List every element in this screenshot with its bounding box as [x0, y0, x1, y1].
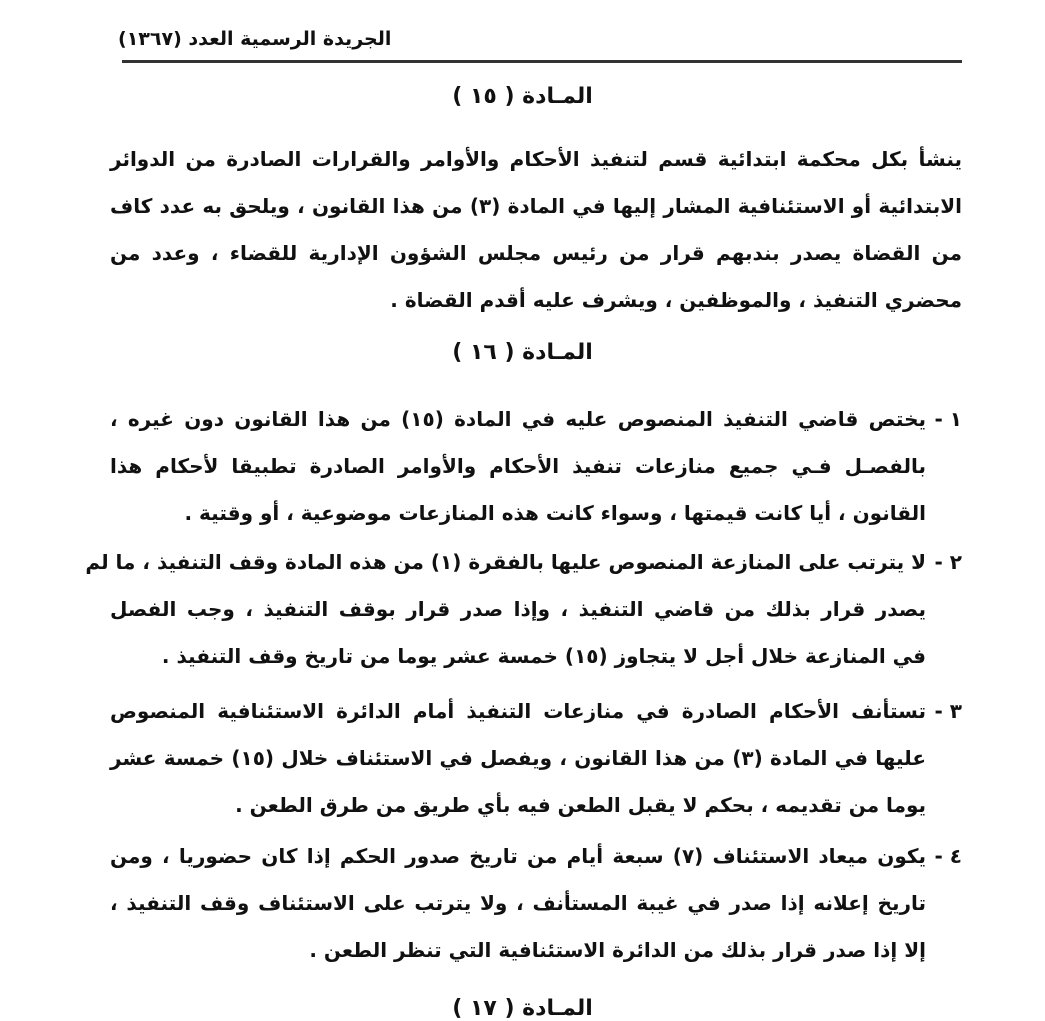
- text-line: يوما من تقديمه ، بحكم لا يقبل الطعن فيه بأي طريق من طرق الطعن .: [235, 793, 926, 817]
- text-line: تستأنف الأحكام الصادرة في منازعات التنفيذ أمام الدائرة الاستئنافية المنصوص: [110, 699, 926, 723]
- item-number: ٣ -: [934, 699, 962, 723]
- article-15-title: المـادة ( ١٥ ): [452, 84, 593, 109]
- article-16-item-1: [110, 396, 962, 537]
- text-line: عليها في المادة (٣) من هذا القانون ، ويفصل في الاستئناف خلال (١٥) خمسة عشر: [110, 746, 926, 770]
- article-16-item-3: [110, 688, 962, 829]
- item-number: ١ -: [934, 407, 962, 431]
- text-line: لا يترتب على المنازعة المنصوص عليها بالفقرة (١) من هذه المادة وقف التنفيذ ، ما لم: [85, 550, 926, 574]
- item-number: ٤ -: [934, 844, 962, 868]
- text-line: بالفصـل فـي جميع منازعات تنفيذ الأحكام والأوامر الصادرة تطبيقا لأحكام هذا: [110, 454, 926, 478]
- text-line: إلا إذا صدر قرار بذلك من الدائرة الاستئنافية التي تنظر الطعن .: [309, 938, 926, 962]
- article-16-item-4: [110, 833, 962, 974]
- text-line: يصدر قرار بذلك من قاضي التنفيذ ، وإذا صدر قرار بوقف التنفيذ ، وجب الفصل: [110, 597, 926, 621]
- item-number: ٢ -: [934, 550, 962, 574]
- text-line: من القضاة يصدر بندبهم قرار من رئيس مجلس الشؤون الإدارية للقضاء ، وعدد من: [110, 241, 962, 265]
- article-16-title: المـادة ( ١٦ ): [452, 340, 593, 365]
- text-line: الابتدائية أو الاستئنافية المشار إليها في المادة (٣) من هذا القانون ، ويلحق به عدد كاف: [110, 194, 962, 218]
- article-16-item-2: [85, 539, 962, 680]
- text-line: يختص قاضي التنفيذ المنصوص عليه في المادة (١٥) من هذا القانون دون غيره ،: [110, 407, 926, 431]
- text-line: ينشأ بكل محكمة ابتدائية قسم لتنفيذ الأحكام والأوامر والقرارات الصادرة من الدوائر: [110, 147, 962, 171]
- gazette-header: الجريدة الرسمية العدد (١٣٦٧): [118, 28, 392, 50]
- article-17-title: المـادة ( ١٧ ): [452, 996, 593, 1021]
- header-divider: [122, 60, 962, 63]
- text-line: القانون ، أيا كانت قيمتها ، وسواء كانت هذه المنازعات موضوعية ، أو وقتية .: [184, 501, 926, 525]
- text-line: يكون ميعاد الاستئناف (٧) سبعة أيام من تاريخ صدور الحكم إذا كان حضوريا ، ومن: [110, 844, 926, 868]
- text-line: تاريخ إعلانه إذا صدر في غيبة المستأنف ، ولا يترتب على الاستئناف وقف التنفيذ ،: [110, 891, 926, 915]
- text-line: محضري التنفيذ ، والموظفين ، ويشرف عليه أقدم القضاة .: [390, 288, 962, 312]
- text-line: في المنازعة خلال أجل لا يتجاوز (١٥) خمسة عشر يوما من تاريخ وقف التنفيذ .: [161, 644, 926, 668]
- article-15-body: [110, 136, 962, 324]
